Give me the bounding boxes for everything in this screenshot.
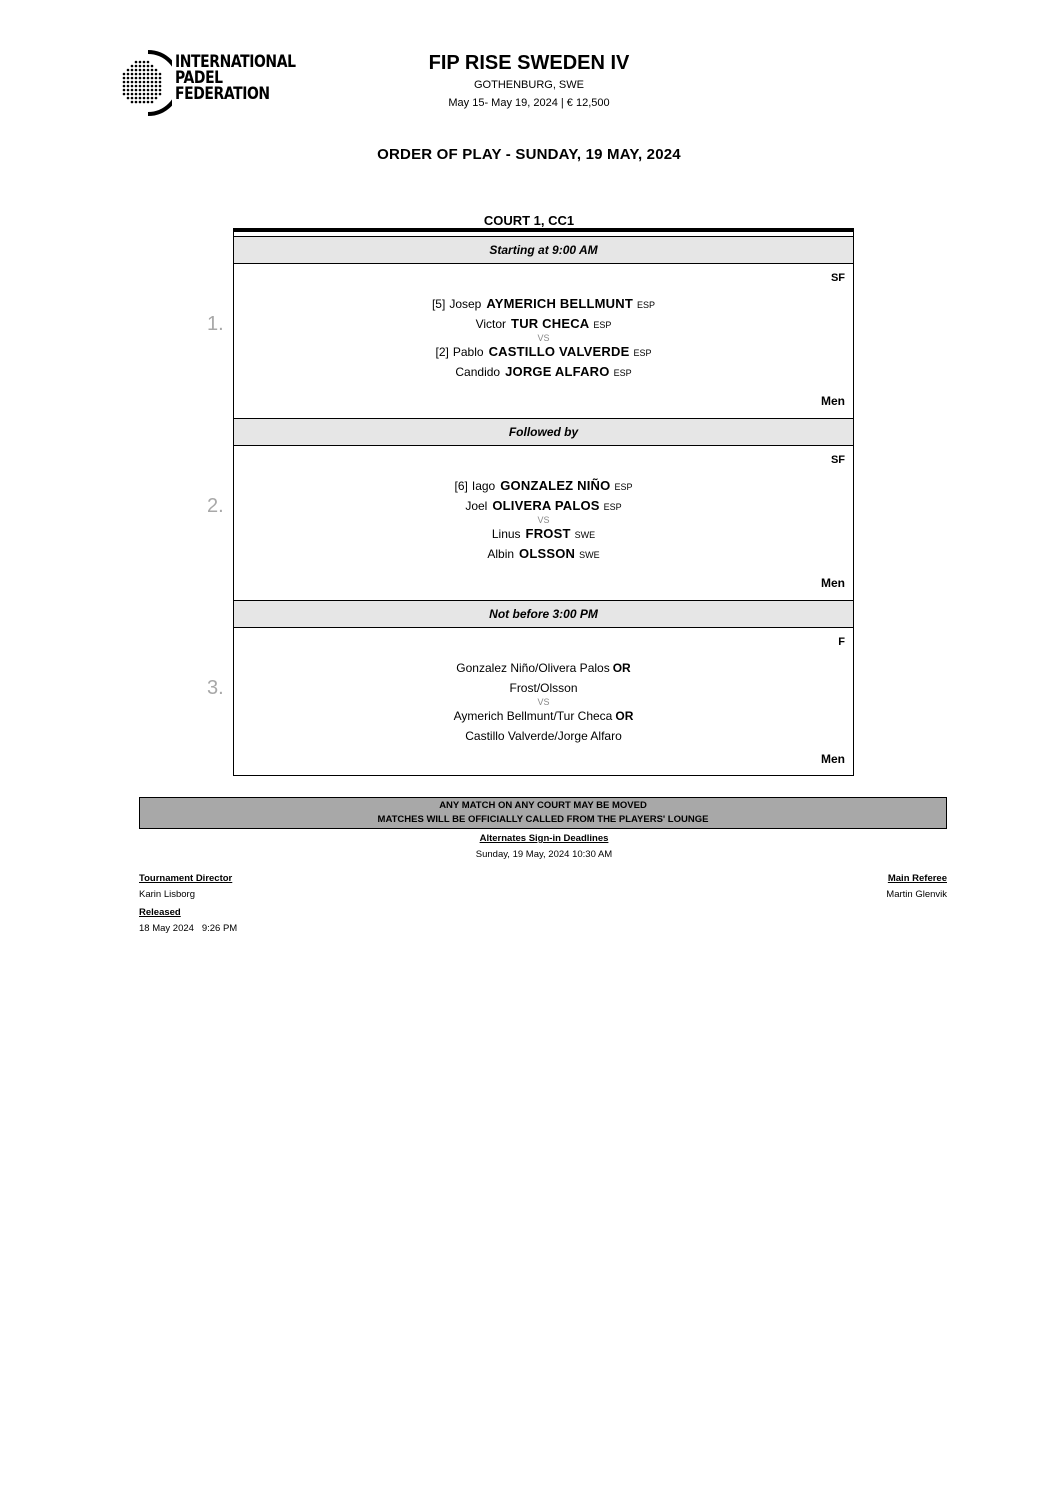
match-number-3: 3. (207, 677, 224, 699)
time-band-1: Starting at 9:00 AM (234, 236, 853, 264)
player-row: Linus FROST SWE (491, 526, 596, 541)
referee-label: Main Referee (887, 873, 947, 884)
team-line: Gonzalez Niño/Olivera Palos OR (456, 661, 631, 675)
draw-label: Men (821, 576, 845, 590)
alternates-label: Alternates Sign-in Deadlines (479, 833, 609, 844)
draw-label: Men (821, 752, 845, 766)
director-label: Tournament Director (139, 873, 233, 884)
match-number-1: 1. (207, 313, 224, 335)
match-players (234, 294, 853, 382)
notice-banner (139, 797, 947, 829)
round-label: SF (830, 454, 845, 466)
logo-line-1: INTERNATIONAL (175, 52, 296, 72)
player-row: Victor TUR CHECA ESP (475, 316, 612, 331)
versus-label: VS (537, 697, 550, 707)
match-players (234, 476, 853, 564)
team-line: Castillo Valverde/Jorge Alfaro (465, 729, 622, 743)
match-2 (234, 446, 853, 600)
match-3 (234, 628, 853, 776)
time-band-3: Not before 3:00 PM (234, 600, 853, 628)
notice-line-1: ANY MATCH ON ANY COURT MAY BE MOVED (439, 800, 647, 811)
released-value: 18 May 2024 9:26 PM (139, 923, 238, 934)
round-label: F (838, 636, 845, 648)
player-row: Candido JORGE ALFARO ESP (455, 364, 632, 379)
referee-name: Martin Glenvik (886, 889, 947, 900)
time-band-2: Followed by (234, 418, 853, 446)
player-row: [2] Pablo CASTILLO VALVERDE ESP (435, 344, 652, 359)
team-line: Frost/Olsson (509, 681, 578, 695)
court-schedule (233, 228, 854, 776)
versus-label: VS (537, 333, 550, 343)
player-row: Albin OLSSON SWE (487, 546, 600, 561)
director-name: Karin Lisborg (139, 889, 195, 900)
released-label: Released (139, 907, 181, 918)
alternates-deadline: Sunday, 19 May, 2024 10:30 AM (475, 849, 613, 860)
logo-line-3: FEDERATION (175, 84, 270, 104)
draw-label: Men (821, 394, 845, 408)
team-line: Aymerich Bellmunt/Tur Checa OR (453, 709, 634, 723)
player-row: [6] Iago GONZALEZ NIÑO ESP (454, 478, 633, 493)
match-players (234, 658, 853, 746)
player-row: [5] Josep AYMERICH BELLMUNT ESP (431, 296, 656, 311)
tournament-dates: May 15- May 19, 2024 | € 12,500 (448, 97, 610, 109)
match-1 (234, 264, 853, 418)
notice-line-2: MATCHES WILL BE OFFICIALLY CALLED FROM THE PLAYERS' LOUNGE (377, 814, 709, 825)
round-label: SF (830, 272, 845, 284)
match-number-2: 2. (207, 495, 224, 517)
versus-label: VS (537, 515, 550, 525)
tournament-title: FIP RISE SWEDEN IV (428, 52, 630, 74)
court-name: COURT 1, CC1 (483, 213, 575, 228)
order-of-play-title: ORDER OF PLAY - SUNDAY, 19 MAY, 2024 (377, 146, 681, 163)
logo-line-2: PADEL (175, 68, 223, 88)
tournament-city: GOTHENBURG, SWE (473, 79, 584, 91)
player-row: Joel OLIVERA PALOS ESP (465, 498, 622, 513)
